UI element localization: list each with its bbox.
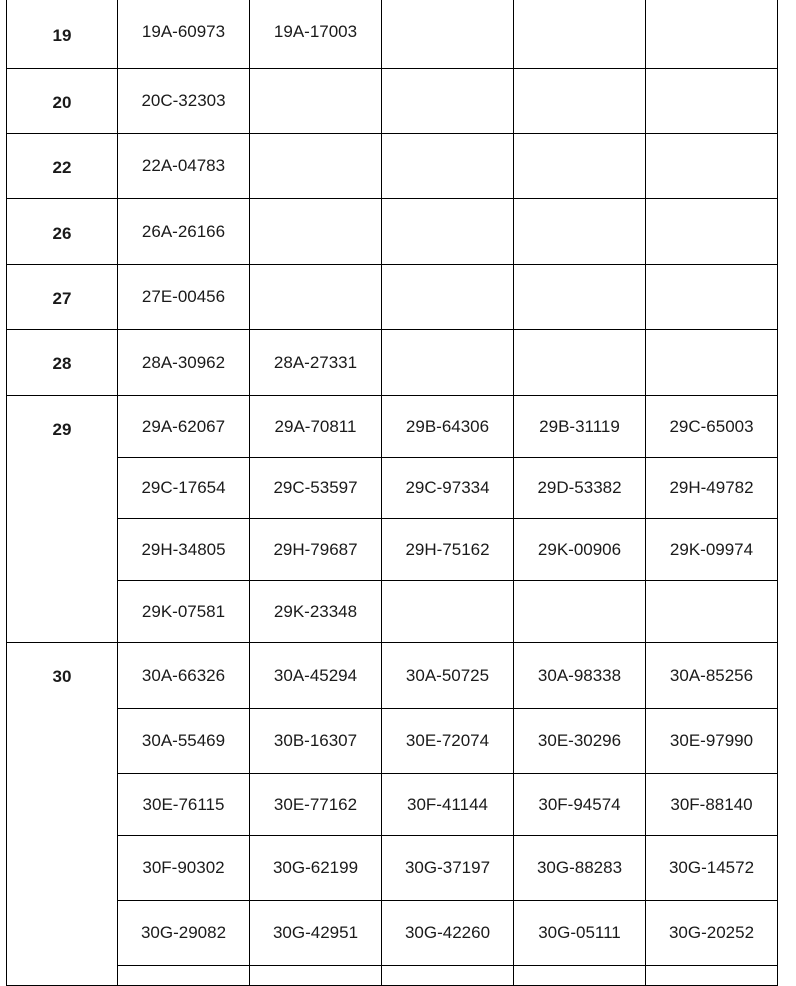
plate-number-cell xyxy=(646,330,778,396)
plate-number-cell: 29H-49782 xyxy=(646,458,778,519)
province-code-cell xyxy=(7,199,118,265)
plate-number-cell: 30F-41144 xyxy=(382,774,514,836)
plate-number-cell: 29A-62067 xyxy=(118,396,250,458)
province-code: 19 xyxy=(52,26,72,45)
plate-number-cell: 30G-88283 xyxy=(514,836,646,901)
table-row xyxy=(7,581,778,643)
plate-number-cell xyxy=(646,0,778,69)
plate-number-cell xyxy=(382,199,514,265)
plate-number-cell: 30E-30296 xyxy=(514,709,646,774)
plate-number-cell: 27E-00456 xyxy=(118,265,250,330)
plate-number-cell xyxy=(382,134,514,199)
plate-number-cell: 29H-75162 xyxy=(382,519,514,581)
plate-number-cell xyxy=(646,581,778,643)
plate-number-cell xyxy=(514,134,646,199)
plate-number-cell: 30F-94574 xyxy=(514,774,646,836)
plate-number-cell xyxy=(250,265,382,330)
plate-number-cell: 29A-70811 xyxy=(250,396,382,458)
plate-table-body xyxy=(7,0,778,986)
table-row xyxy=(7,901,778,966)
plate-number-cell xyxy=(250,69,382,134)
province-code: 29 xyxy=(52,420,72,439)
plate-number-cell xyxy=(646,966,778,986)
plate-number-cell: 28A-30962 xyxy=(118,330,250,396)
table-row xyxy=(7,0,778,69)
plate-number-cell: 30A-50725 xyxy=(382,643,514,709)
province-code: 27 xyxy=(52,289,72,308)
table-row xyxy=(7,69,778,134)
plate-number-cell: 29K-23348 xyxy=(250,581,382,643)
plate-number-cell: 29C-53597 xyxy=(250,458,382,519)
province-code-cell xyxy=(7,134,118,199)
plate-number-cell: 30A-98338 xyxy=(514,643,646,709)
plate-number-cell: 29D-53382 xyxy=(514,458,646,519)
plate-number-cell: 30G-42260 xyxy=(382,901,514,966)
plate-number-cell: 28A-27331 xyxy=(250,330,382,396)
plate-number-cell: 29K-00906 xyxy=(514,519,646,581)
province-code-cell xyxy=(7,396,118,643)
plate-number-cell: 30A-66326 xyxy=(118,643,250,709)
plate-number-cell: 30A-85256 xyxy=(646,643,778,709)
plate-number-cell: 29K-09974 xyxy=(646,519,778,581)
plate-number-cell: 30G-62199 xyxy=(250,836,382,901)
table-row xyxy=(7,265,778,330)
province-code-cell xyxy=(7,0,118,69)
province-code-cell xyxy=(7,643,118,986)
plate-number-cell: 30F-90302 xyxy=(118,836,250,901)
plate-number-cell: 29B-31119 xyxy=(514,396,646,458)
plate-number-cell: 19A-17003 xyxy=(250,0,382,69)
plate-number-cell: 30B-16307 xyxy=(250,709,382,774)
table-row xyxy=(7,396,778,458)
plate-number-cell: 19A-60973 xyxy=(118,0,250,69)
plate-table xyxy=(6,0,778,986)
plate-number-cell: 30G-14572 xyxy=(646,836,778,901)
province-code: 20 xyxy=(52,93,72,112)
plate-number-cell xyxy=(382,69,514,134)
plate-number-cell xyxy=(382,265,514,330)
table-row xyxy=(7,199,778,265)
table-row xyxy=(7,966,778,986)
plate-number-cell: 30G-20252 xyxy=(646,901,778,966)
plate-number-cell xyxy=(514,265,646,330)
plate-number-cell: 30E-77162 xyxy=(250,774,382,836)
plate-number-cell: 29C-65003 xyxy=(646,396,778,458)
plate-number-cell: 30G-42951 xyxy=(250,901,382,966)
table-row xyxy=(7,458,778,519)
table-row xyxy=(7,519,778,581)
plate-number-cell xyxy=(646,69,778,134)
plate-number-cell xyxy=(646,134,778,199)
table-row xyxy=(7,774,778,836)
plate-number-cell xyxy=(382,581,514,643)
plate-number-cell: 30G-29082 xyxy=(118,901,250,966)
plate-number-cell: 30E-97990 xyxy=(646,709,778,774)
plate-number-cell xyxy=(250,134,382,199)
plate-number-cell xyxy=(646,265,778,330)
plate-number-cell: 29C-97334 xyxy=(382,458,514,519)
plate-number-cell: 26A-26166 xyxy=(118,199,250,265)
province-code-cell xyxy=(7,69,118,134)
plate-number-cell: 30F-88140 xyxy=(646,774,778,836)
plate-number-cell: 29H-34805 xyxy=(118,519,250,581)
plate-number-cell: 30G-37197 xyxy=(382,836,514,901)
plate-number-cell xyxy=(514,69,646,134)
plate-number-cell xyxy=(514,966,646,986)
plate-number-cell: 30E-76115 xyxy=(118,774,250,836)
plate-number-cell: 29C-17654 xyxy=(118,458,250,519)
plate-number-cell: 20C-32303 xyxy=(118,69,250,134)
table-row xyxy=(7,709,778,774)
plate-number-cell: 30E-72074 xyxy=(382,709,514,774)
plate-number-cell xyxy=(250,966,382,986)
province-code-cell xyxy=(7,265,118,330)
plate-number-cell: 30G-05111 xyxy=(514,901,646,966)
plate-number-cell: 30A-55469 xyxy=(118,709,250,774)
plate-number-cell xyxy=(514,199,646,265)
plate-number-cell xyxy=(514,0,646,69)
table-row xyxy=(7,330,778,396)
plate-number-cell xyxy=(514,581,646,643)
plate-number-cell xyxy=(382,0,514,69)
plate-number-cell: 29B-64306 xyxy=(382,396,514,458)
province-code: 26 xyxy=(52,224,72,243)
plate-number-cell xyxy=(250,199,382,265)
plate-number-cell: 22A-04783 xyxy=(118,134,250,199)
table-row xyxy=(7,643,778,709)
province-code: 28 xyxy=(52,354,72,373)
table-row xyxy=(7,134,778,199)
plate-number-cell xyxy=(382,966,514,986)
province-code: 22 xyxy=(52,158,72,177)
plate-number-cell xyxy=(118,966,250,986)
plate-number-cell: 29H-79687 xyxy=(250,519,382,581)
plate-number-cell xyxy=(514,330,646,396)
plate-number-cell xyxy=(382,330,514,396)
table-row xyxy=(7,836,778,901)
plate-number-cell xyxy=(646,199,778,265)
province-code-cell xyxy=(7,330,118,396)
plate-number-cell: 29K-07581 xyxy=(118,581,250,643)
plate-number-cell: 30A-45294 xyxy=(250,643,382,709)
province-code: 30 xyxy=(52,667,72,686)
